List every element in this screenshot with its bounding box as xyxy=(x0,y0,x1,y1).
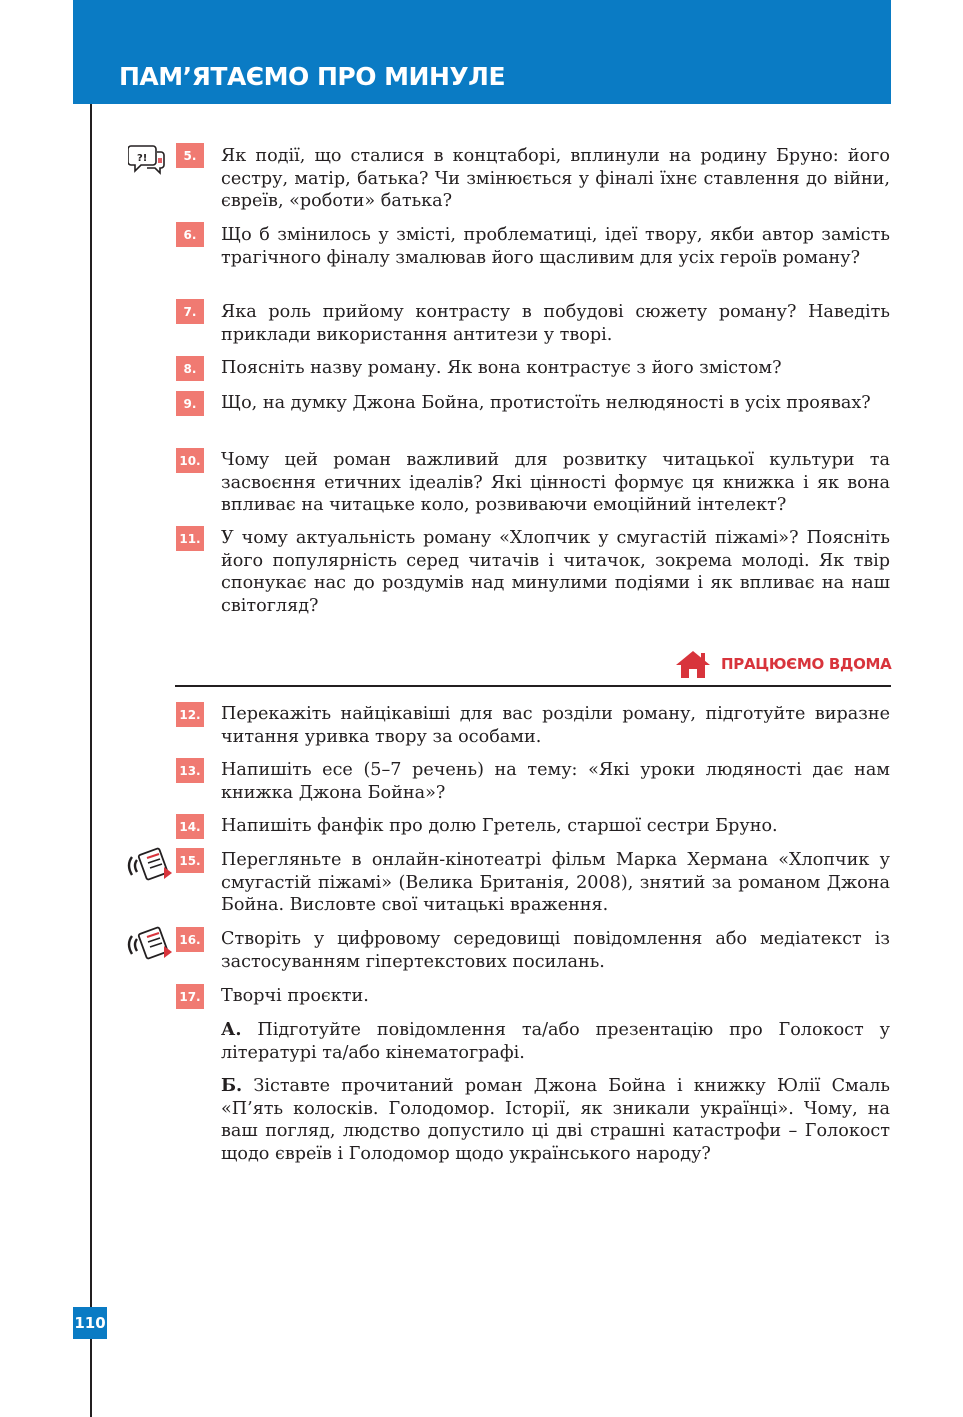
project-b xyxy=(221,1075,890,1165)
media-stream-icon xyxy=(126,845,174,885)
question-number: 11. xyxy=(176,526,204,551)
margin-rule xyxy=(90,0,92,1417)
question-text: Як події, що сталися в концтаборі, вплинули на родину Бруно: його сестру, матір, батька? Чи змінюється у фіналі їхнє ставлення до війни, євреїв, «роботи» батька? xyxy=(221,146,890,212)
homework-text: Перекажіть найцікавіші для вас розділи роману, підготуйте виразне читання уривка твору за особами. xyxy=(221,704,890,747)
home-section-label: ПРАЦЮЄМО ВДОМА xyxy=(721,655,892,673)
question-number: 6. xyxy=(176,222,204,247)
question-number: 5. xyxy=(176,143,204,168)
project-a xyxy=(221,1019,890,1064)
homework-number: 12. xyxy=(176,702,204,727)
project-label: А. xyxy=(221,1019,242,1040)
speech-bubbles-icon xyxy=(128,140,166,176)
question-text: Що, на думку Джона Бойна, протистоїть нелюдяності в усіх проявах? xyxy=(221,393,871,413)
svg-text:?!: ?! xyxy=(137,153,148,164)
home-icon xyxy=(675,649,711,679)
page-number: 110 xyxy=(73,1307,107,1339)
section-divider xyxy=(175,685,891,687)
question-number: 8. xyxy=(176,356,204,381)
question-text: Поясніть назву роману. Як вона контрастує з його змістом? xyxy=(221,358,782,378)
section-title: ПАМ’ЯТАЄМО ПРО МИНУЛЕ xyxy=(119,62,506,91)
question-text: У чому актуальність роману «Хлопчик у смугастій піжамі»? Поясніть його популярність серед читачів і читачок, зокрема молоді. Як твір спонукає нас до роздумів над минулими подіями і як впливає на наш світогляд? xyxy=(221,528,890,616)
question-text: Яка роль прийому контрасту в побудові сюжету роману? Наведіть приклади використання антитези у творі. xyxy=(221,302,890,345)
homework-number: 16. xyxy=(176,927,204,952)
project-text: Підготуйте повідомлення та/або презентацію про Голокост у літературі та/або кінематографі. xyxy=(221,1020,890,1063)
project-label: Б. xyxy=(221,1075,243,1096)
section-header xyxy=(73,0,891,104)
homework-number: 14. xyxy=(176,814,204,839)
homework-text: Напишіть есе (5–7 речень) на тему: «Які уроки людяності дає нам книжка Джона Бойна»? xyxy=(221,760,890,803)
homework-number: 15. xyxy=(176,848,204,873)
homework-text: Створіть у цифровому середовищі повідомлення або медіатекст із застосуванням гіпертекстових посилань. xyxy=(221,929,890,972)
media-stream-icon xyxy=(126,924,174,964)
question-number: 7. xyxy=(176,299,204,324)
home-section-marker xyxy=(675,648,891,680)
homework-text: Напишіть фанфік про долю Гретель, старшої сестри Бруно. xyxy=(221,816,778,836)
question-text: Що б змінилось у змісті, проблематиці, ідеї твору, якби автор замість трагічного фіналу змалював його щасливим для усіх героїв роману? xyxy=(221,225,890,268)
question-text: Чому цей роман важливий для розвитку читацької культури та засвоєння етичних ідеалів? Які цінності формує ця книжка і як вона впливає на читацьке коло, розвиваючи емоційний інтелект? xyxy=(221,450,890,516)
question-number: 10. xyxy=(176,448,204,473)
homework-number: 17. xyxy=(176,984,204,1009)
question-number: 9. xyxy=(176,391,204,416)
homework-number: 13. xyxy=(176,758,204,783)
project-text: Зіставте прочитаний роман Джона Бойна і книжку Юлії Смаль «П’ять колосків. Голодомор. Історії, як зникали українці». Чому, на ваш погляд, людство допустило ці дві страшні катастрофи – Голокост щодо євреїв і Голодомор щодо українського народу? xyxy=(221,1076,890,1164)
homework-text: Перегляньте в онлайн-кінотеатрі фільм Марка Хермана «Хлопчик у смугастій піжамі» (Велика Британія, 2008), знятий за романом Джона Бойна. Висловте свої читацькі враження. xyxy=(221,850,890,916)
homework-text: Творчі проєкти. xyxy=(221,986,369,1006)
